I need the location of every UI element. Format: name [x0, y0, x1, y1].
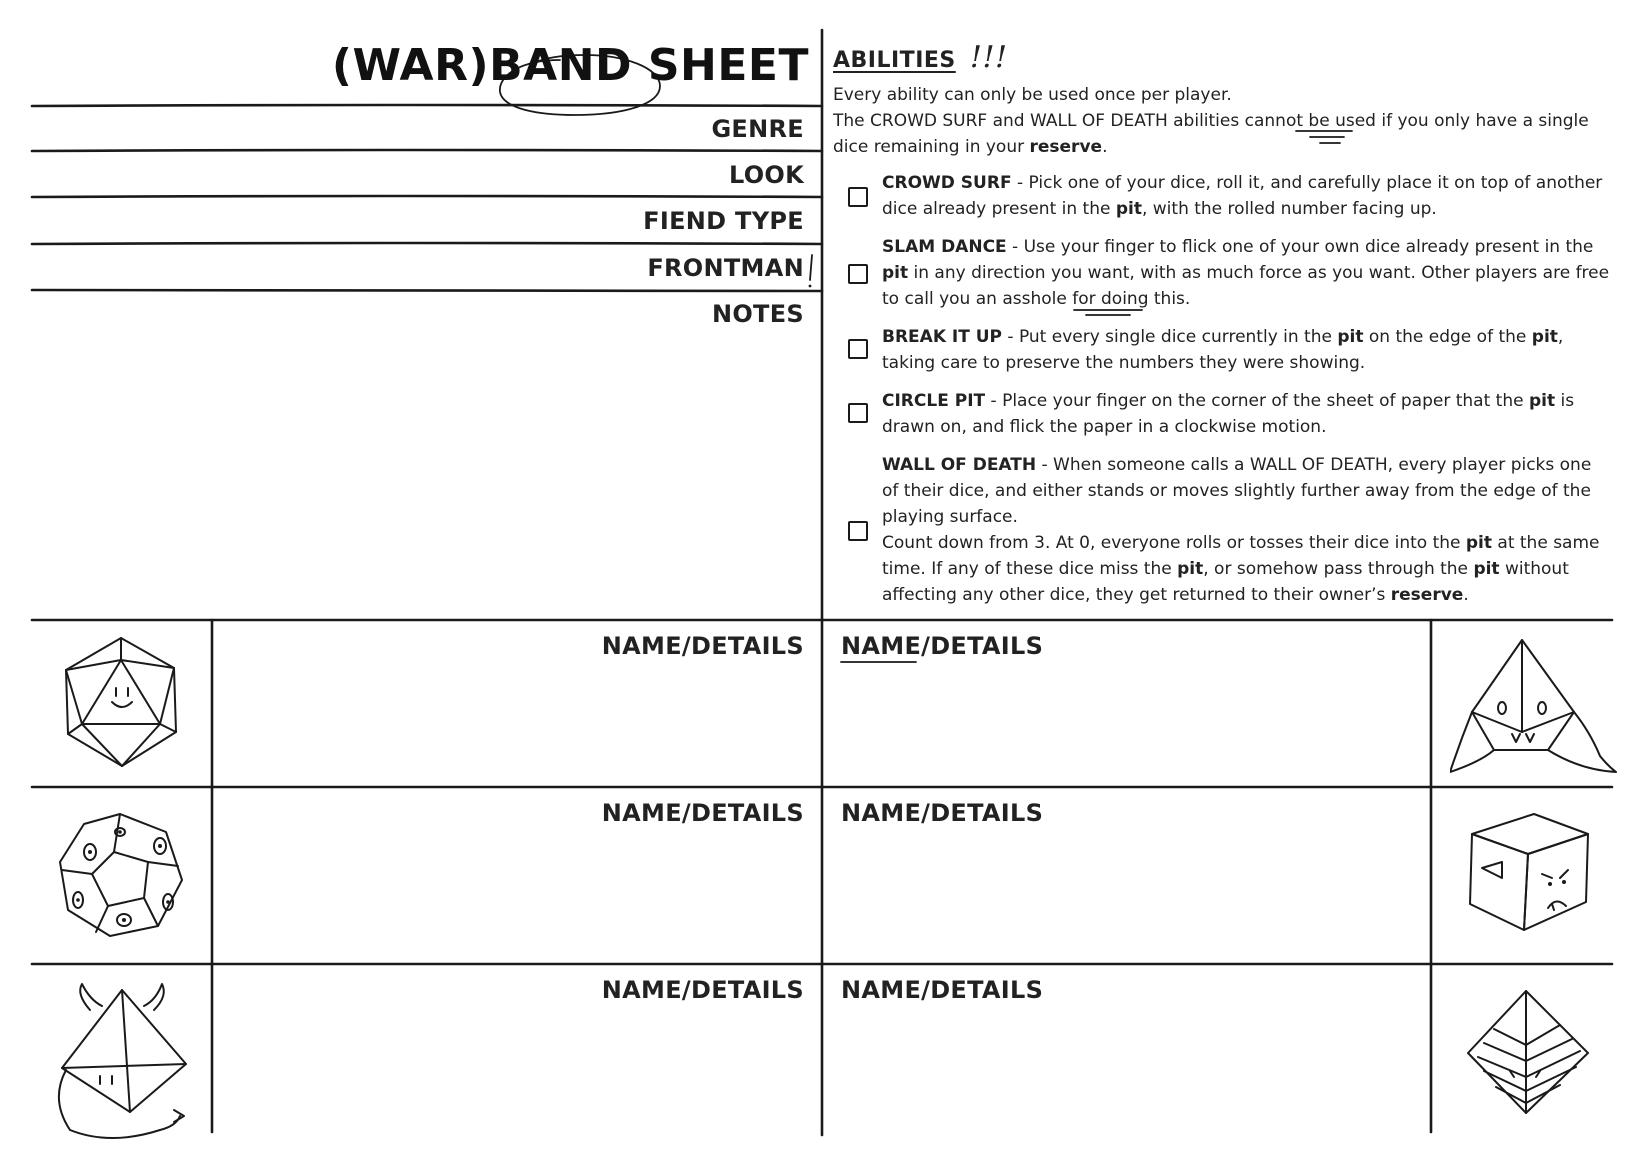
wall-of-death-checkbox[interactable]	[848, 521, 868, 541]
crowd-surf-checkbox[interactable]	[848, 187, 868, 207]
notes-label: NOTES	[711, 300, 804, 328]
frontman-label: FRONTMAN	[647, 254, 804, 282]
d20-smiley-icon	[56, 632, 186, 772]
ability-break-it-up: BREAK IT UP - Put every single dice currently in the pit on the edge of the pit, taking care to preserve the numbers they were showing.	[882, 327, 1564, 373]
abilities-title-text: ABILITIES	[833, 48, 956, 73]
break-it-up-checkbox[interactable]	[848, 339, 868, 359]
ability-circle-pit: CIRCLE PIT - Place your finger on the corner of the sheet of paper that the pit is drawn on, and flick the paper in a clockwise motion.	[882, 391, 1575, 437]
d6-angry-icon	[1462, 808, 1594, 936]
fiend-type-label: FIEND TYPE	[643, 207, 804, 235]
slam-dance-checkbox[interactable]	[848, 264, 868, 284]
genre-label: GENRE	[711, 115, 804, 143]
d4-mummy-icon	[1464, 985, 1594, 1119]
abilities-intro	[833, 82, 1613, 160]
member-4-name-label: NAME/DETAILS	[841, 799, 1044, 827]
d10-vampire-icon	[1450, 632, 1620, 782]
ability-slam-dance: SLAM DANCE - Use your finger to flick one of your own dice already present in the pit in any direction you want, with as much force as you want. Other players are free to call you an asshole for doing this.	[882, 237, 1610, 309]
member-6-name-label: NAME/DETAILS	[841, 976, 1044, 1004]
intro-line-2: The CROWD SURF and WALL OF DEATH abilities cannot be used if you only have a single dice remaining in your reserve.	[833, 111, 1589, 157]
sheet-title: (WAR)BAND SHEET	[331, 40, 809, 91]
ability-crowd-surf: CROWD SURF - Pick one of your dice, roll it, and carefully place it on top of another dice already present in the pit, with the rolled number facing up.	[882, 173, 1603, 219]
member-5-name-label: NAME/DETAILS	[601, 976, 804, 1004]
d8-devil-icon	[50, 980, 200, 1146]
ability-wall-of-death: WALL OF DEATH - When someone calls a WALL OF DEATH, every player picks one of their dice, and either stands or moves slightly further away from the edge of the playing surface. Count down from 3. At 0, everyone rolls or tosses their dice into the pit at the same time. If any of these dice miss the pit, or somehow pass through the pit without affecting any other dice, they get returned to their owner’s reserve.	[882, 455, 1600, 605]
circle-pit-checkbox[interactable]	[848, 403, 868, 423]
member-2-name-label: NAME/DETAILS	[841, 632, 1044, 660]
look-label: LOOK	[728, 161, 804, 189]
abilities-exclaim: !!!	[969, 40, 1008, 75]
abilities-heading	[833, 40, 1008, 75]
member-1-name-label: NAME/DETAILS	[601, 632, 804, 660]
intro-line-1: Every ability can only be used once per player.	[833, 85, 1232, 105]
member-3-name-label: NAME/DETAILS	[601, 799, 804, 827]
d12-eyes-icon	[54, 808, 186, 942]
